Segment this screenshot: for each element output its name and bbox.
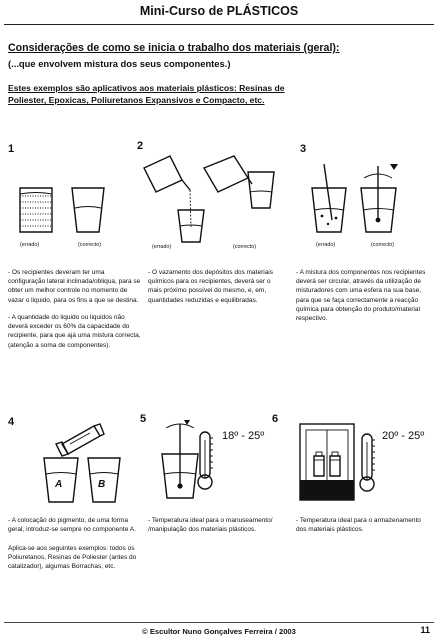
step-3-caption-correct: (correcto)	[371, 242, 395, 248]
mixing-cup-icon	[162, 420, 198, 498]
step-3-illustration	[306, 160, 406, 240]
footer-credit: © Escultor Nuno Gonçalves Ferreira / 2003	[142, 627, 296, 636]
step-2-caption-correct: (correcto)	[233, 244, 257, 250]
wrong-pour-icon	[144, 156, 204, 242]
step-3-number: 3	[300, 143, 307, 155]
thermometer-icon	[360, 434, 375, 491]
step-1-number: 1	[8, 143, 15, 155]
step-1-note-2: - A quantidade do liquido ou liquidos não deverá exceder os 60% da capacidade do recipiente, para que ajá uma mistura correcta, (atenção a soma de componentes).	[8, 314, 141, 349]
step-6-temperature: 20º - 25º	[382, 430, 425, 442]
step-3-caption-wrong: (errado)	[316, 242, 336, 248]
correct-cup-icon	[72, 188, 104, 232]
step-5-temperature: 18º - 25º	[222, 430, 265, 442]
page-number: 11	[420, 625, 430, 635]
step-4-note-1: - A colocação do pigmento, de uma forma geral, introduz-se sempre no componente A.	[8, 517, 136, 534]
step-1-illustration	[14, 180, 114, 240]
step-5-note-1: - Temperatura ideal para o manuseamento/ /manipulação dos materiais plásticos.	[148, 517, 273, 534]
cup-a-label: A	[55, 479, 63, 490]
step-1-note-1: - Os recipientes deveram ter uma configuração lateral inclinada/obliqua, para se obter um melhor controle no momento de vazar o liquido, para os fins a que se destina.	[8, 269, 141, 304]
wrong-cup-icon	[20, 188, 52, 232]
wrong-mixing-icon	[312, 164, 346, 232]
step-3-note-1: - A mistura dos componentes nos recipientes deverá ser circular, através da utilização de misturadores com uma esfera na sua base, para que se faça correctamente a reacção química para obtenção do produto/material respectivo.	[296, 269, 426, 323]
page-title: Mini-Curso de PLÁSTICOS	[139, 4, 299, 18]
storage-cabinet-icon	[300, 424, 354, 500]
cup-b-label: B	[98, 479, 106, 490]
section-heading: Considerações de como se inicia o trabalho dos materiais (geral):	[8, 42, 340, 54]
step-4-number: 4	[8, 416, 15, 428]
pigment-tube-icon	[56, 424, 104, 456]
step-5-number: 5	[140, 413, 147, 425]
step-2-illustration	[138, 150, 288, 245]
correct-mixing-icon	[361, 164, 398, 232]
footer-divider	[4, 622, 434, 623]
thermometer-icon	[198, 432, 213, 489]
title-divider	[4, 24, 434, 25]
section-subheading: (...que envolvem mistura dos seus componentes.)	[8, 58, 231, 69]
step-4-note-2: Aplica-se aos seguintes exemplos: todos os Poliuretanos, Resinas de Poliester (antes do catalizador), algumas Borrachas, etc.	[8, 545, 137, 571]
examples-note: Estes exemplos são aplicativos aos materiais plásticos: Resinas de Poliester, Epoxicas, Poliuretanos Expansivos e Compacto, etc.	[8, 83, 285, 105]
step-2-note-1: - O vazamento dos depósitos dos materiais químicos para os recipientes, deverá ser o mais próximo possível do mesmo, e, em, quantidades reduzidas e equilibradas.	[148, 269, 274, 304]
step-2-caption-wrong: (errado)	[152, 244, 172, 250]
step-6-number: 6	[272, 413, 279, 425]
step-2-number: 2	[137, 140, 144, 152]
step-1-caption-wrong: (errado)	[20, 242, 40, 248]
step-6-note-1: - Temperatura ideal para o armazenamento dos materiais plásticos.	[296, 517, 421, 534]
step-1-caption-correct: (correcto)	[78, 242, 102, 248]
correct-pour-icon	[204, 156, 274, 208]
step-4-illustration	[34, 418, 134, 503]
